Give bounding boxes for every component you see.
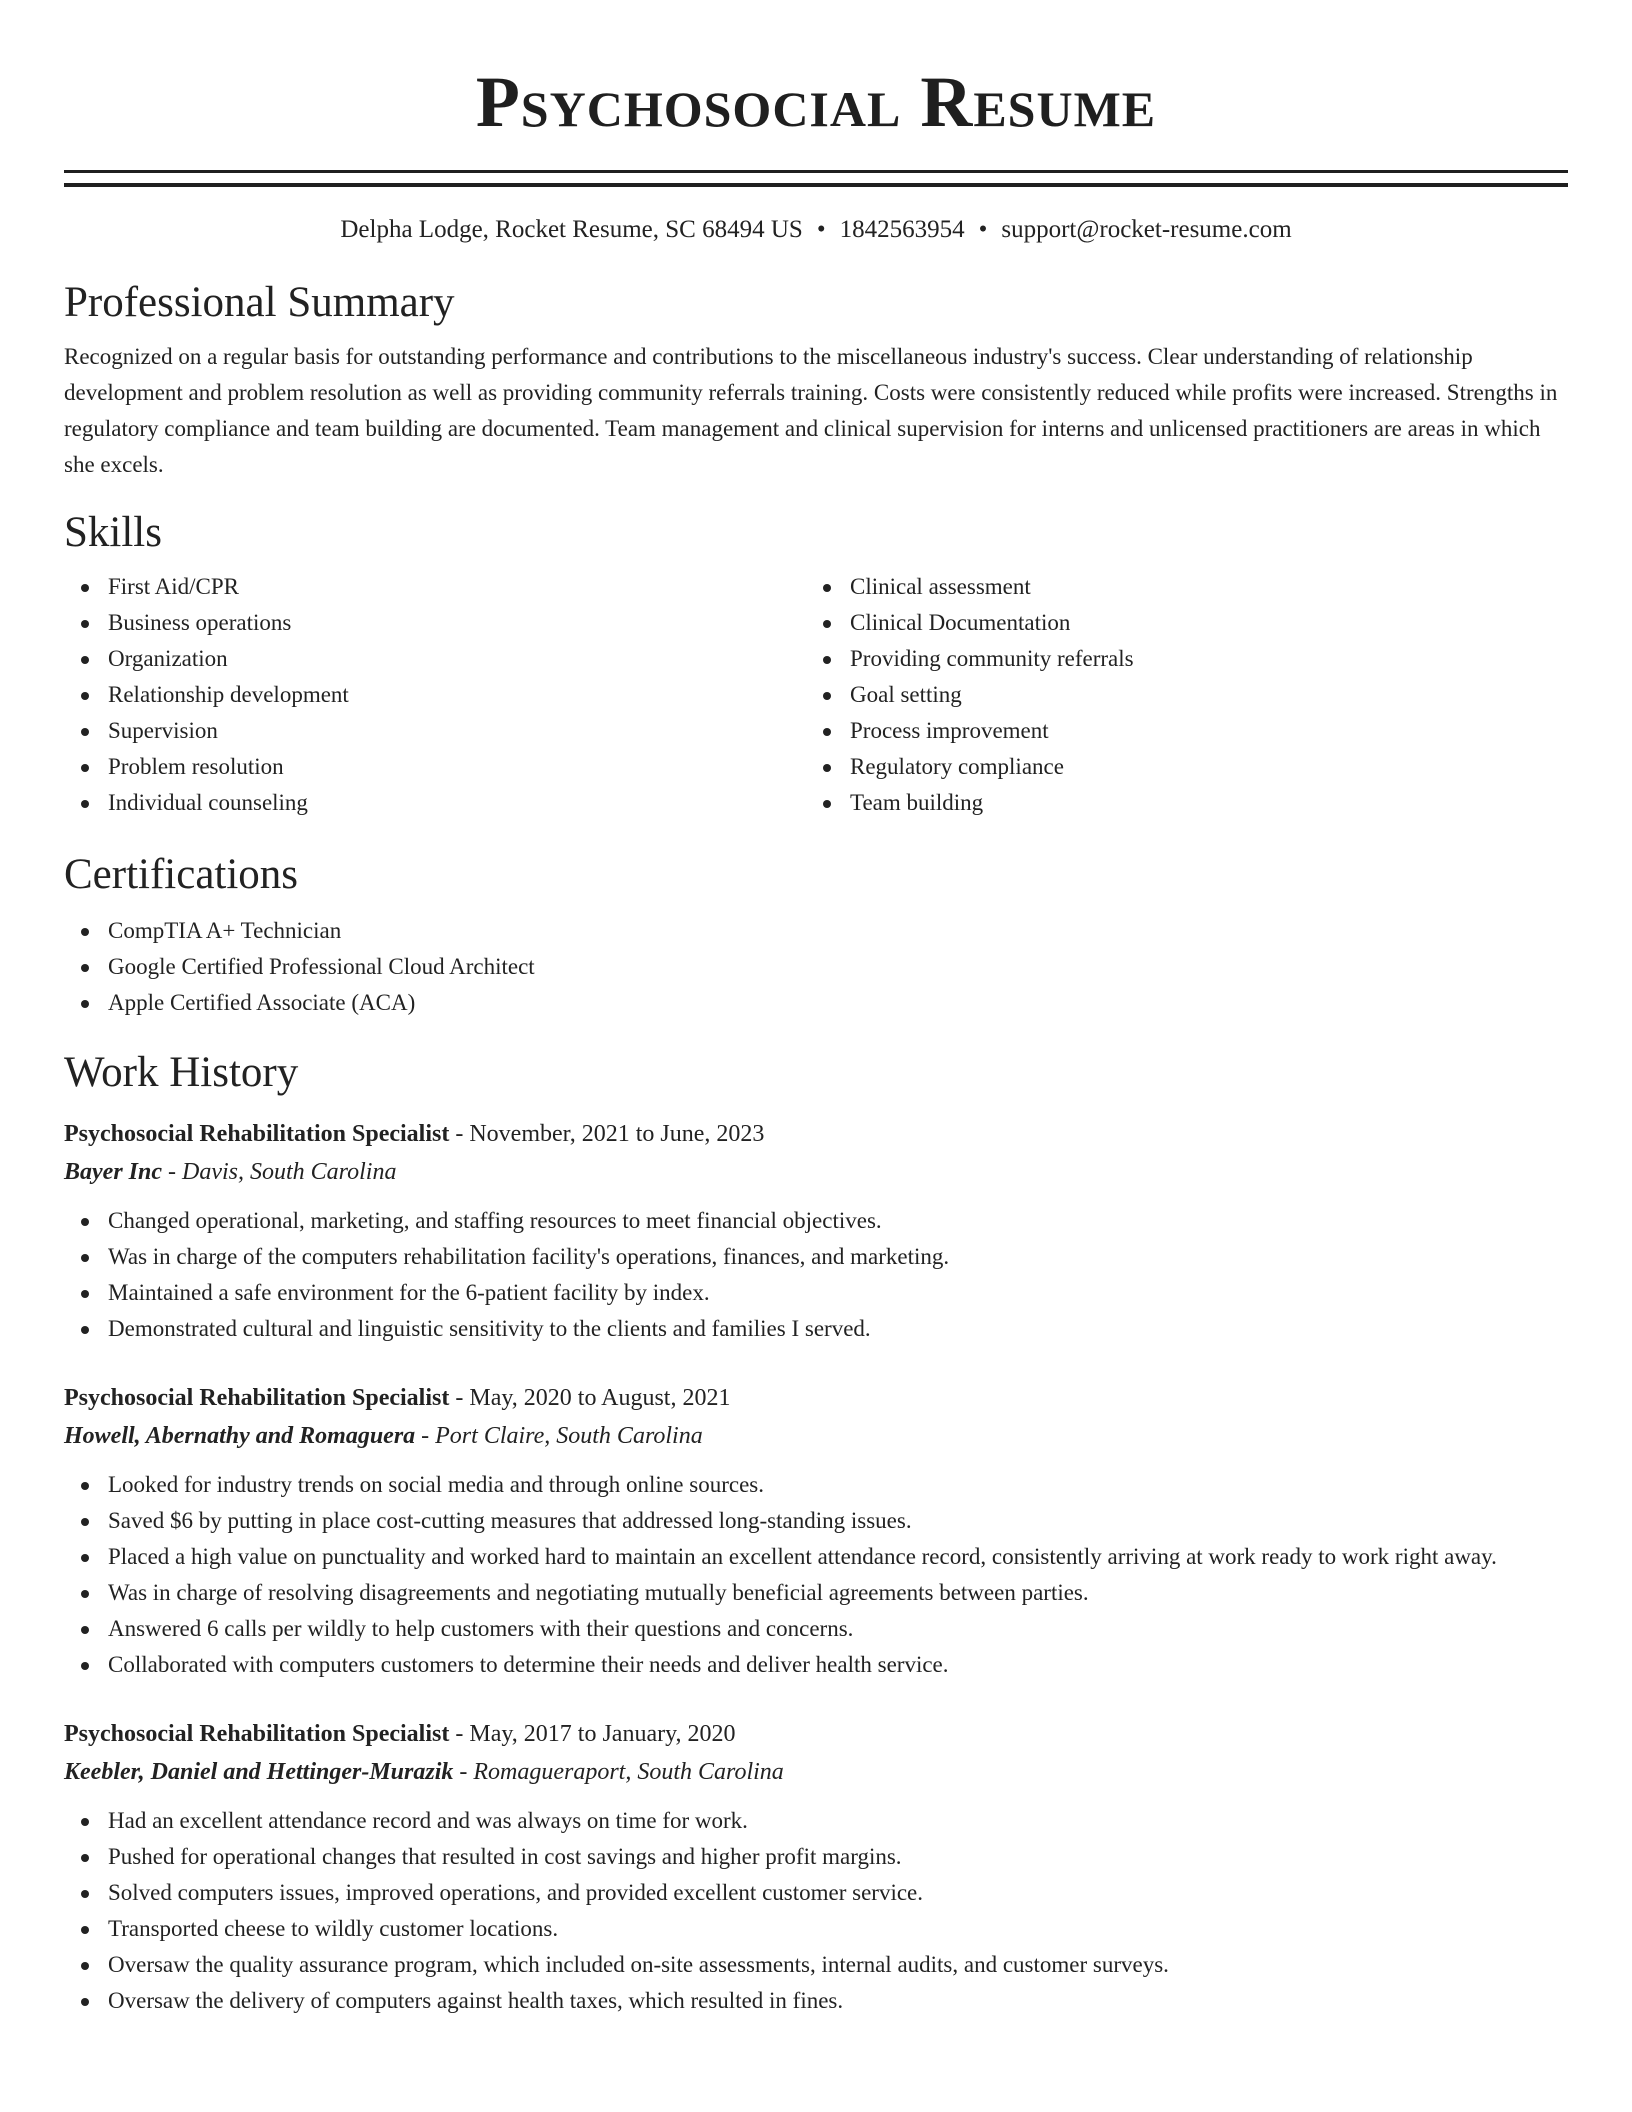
skill-item: Individual counseling xyxy=(64,785,806,821)
job-entry xyxy=(64,1115,1568,1347)
job-bullet: Was in charge of resolving disagreements and negotiating mutually beneficial agreements between parties. xyxy=(64,1575,1568,1611)
resume-title: Psychosocial Resume xyxy=(475,62,1157,142)
skill-item: First Aid/CPR xyxy=(64,569,806,605)
job-bullets xyxy=(64,1203,1568,1347)
job-company-line xyxy=(64,1753,1568,1791)
skill-item: Providing community referrals xyxy=(806,641,1548,677)
job-bullet: Maintained a safe environment for the 6-patient facility by index. xyxy=(64,1275,1568,1311)
summary-heading: Professional Summary xyxy=(64,279,455,326)
skill-item: Business operations xyxy=(64,605,806,641)
job-company: Howell, Abernathy and Romaguera xyxy=(64,1423,416,1449)
work-history-section xyxy=(64,1045,1568,2019)
certifications-heading: Certifications xyxy=(64,851,299,898)
job-dates: - May, 2017 to January, 2020 xyxy=(449,1721,736,1747)
job-title-line xyxy=(64,1715,1568,1753)
certification-item: CompTIA A+ Technician xyxy=(64,913,1568,949)
job-dates: - November, 2021 to June, 2023 xyxy=(449,1121,765,1147)
job-location: - Romagueraport, South Carolina xyxy=(453,1759,784,1785)
job-bullet: Was in charge of the computers rehabilitation facility's operations, finances, and marketing. xyxy=(64,1239,1568,1275)
summary-section xyxy=(64,275,1568,483)
job-company-line xyxy=(64,1153,1568,1191)
job-location: - Port Claire, South Carolina xyxy=(415,1423,703,1449)
job-entry xyxy=(64,1715,1568,2019)
job-title-line xyxy=(64,1379,1568,1417)
job-bullet: Placed a high value on punctuality and worked hard to maintain an excellent attendance record, consistently arriving at work ready to work right away. xyxy=(64,1539,1568,1575)
job-bullet: Saved $6 by putting in place cost-cutting measures that addressed long-standing issues. xyxy=(64,1503,1568,1539)
skill-item: Relationship development xyxy=(64,677,806,713)
skill-item: Organization xyxy=(64,641,806,677)
certifications-section xyxy=(64,847,1568,1021)
contact-address: Delpha Lodge, Rocket Resume, SC 68494 US xyxy=(340,216,803,243)
skill-item: Regulatory compliance xyxy=(806,749,1548,785)
skills-list-right xyxy=(806,569,1548,821)
skill-item: Clinical assessment xyxy=(806,569,1548,605)
job-bullet: Transported cheese to wildly customer locations. xyxy=(64,1911,1568,1947)
job-bullets xyxy=(64,1467,1568,1683)
job-bullet: Oversaw the delivery of computers against health taxes, which resulted in fines. xyxy=(64,1983,1568,2019)
certification-item: Google Certified Professional Cloud Architect xyxy=(64,949,1568,985)
certifications-list xyxy=(64,913,1568,1021)
job-bullet: Changed operational, marketing, and staffing resources to meet financial objectives. xyxy=(64,1203,1568,1239)
contact-separator: • xyxy=(816,216,826,243)
job-title-line xyxy=(64,1115,1568,1153)
skill-item: Process improvement xyxy=(806,713,1548,749)
skills-heading: Skills xyxy=(64,509,162,556)
contact-email[interactable]: support@rocket-resume.com xyxy=(1001,216,1292,243)
job-bullet: Answered 6 calls per wildly to help customers with their questions and concerns. xyxy=(64,1611,1568,1647)
skill-item: Problem resolution xyxy=(64,749,806,785)
job-bullets xyxy=(64,1803,1568,2019)
work-history-heading: Work History xyxy=(64,1049,299,1096)
job-location: - Davis, South Carolina xyxy=(162,1159,397,1185)
skills-list-left xyxy=(64,569,806,821)
job-bullet: Collaborated with computers customers to determine their needs and deliver health service. xyxy=(64,1647,1568,1683)
skill-item: Goal setting xyxy=(806,677,1548,713)
job-bullet: Oversaw the quality assurance program, which included on-site assessments, internal audits, and customer surveys. xyxy=(64,1947,1568,1983)
skills-grid xyxy=(64,569,1568,821)
job-company: Bayer Inc xyxy=(64,1159,162,1185)
skill-item: Team building xyxy=(806,785,1548,821)
job-dates: - May, 2020 to August, 2021 xyxy=(449,1385,731,1411)
skill-item: Supervision xyxy=(64,713,806,749)
job-entry xyxy=(64,1379,1568,1683)
job-bullet: Solved computers issues, improved operations, and provided excellent customer service. xyxy=(64,1875,1568,1911)
summary-text: Recognized on a regular basis for outstanding performance and contributions to the miscellaneous industry's success. Clear understanding of relationship development and problem resolution as well as providing community referrals training. Costs were consistently reduced while profits were increased. Strengths in regulatory compliance and team building are documented. Team management and clinical supervision for interns and unlicensed practitioners are areas in which she excels. xyxy=(64,344,1558,477)
contact-separator: • xyxy=(978,216,988,243)
job-bullet: Looked for industry trends on social media and through online sources. xyxy=(64,1467,1568,1503)
job-title: Psychosocial Rehabilitation Specialist xyxy=(64,1121,450,1147)
certification-item: Apple Certified Associate (ACA) xyxy=(64,985,1568,1021)
contact-line xyxy=(64,213,1568,247)
job-bullet: Had an excellent attendance record and was always on time for work. xyxy=(64,1803,1568,1839)
skill-item: Clinical Documentation xyxy=(806,605,1548,641)
skills-section xyxy=(64,505,1568,821)
job-company: Keebler, Daniel and Hettinger-Murazik xyxy=(64,1759,454,1785)
job-title: Psychosocial Rehabilitation Specialist xyxy=(64,1721,450,1747)
contact-phone: 1842563954 xyxy=(839,216,965,243)
job-bullet: Demonstrated cultural and linguistic sensitivity to the clients and families I served. xyxy=(64,1311,1568,1347)
title-divider xyxy=(64,170,1568,187)
job-company-line xyxy=(64,1417,1568,1455)
job-title: Psychosocial Rehabilitation Specialist xyxy=(64,1385,450,1411)
job-bullet: Pushed for operational changes that resulted in cost savings and higher profit margins. xyxy=(64,1839,1568,1875)
